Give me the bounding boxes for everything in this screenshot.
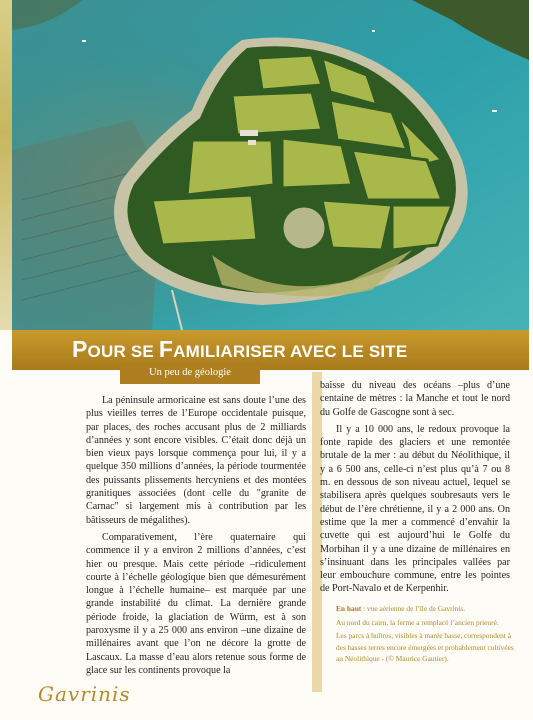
left-column: [86, 394, 306, 681]
caption-line: : vue aérienne de l’île de Gavrinis.: [361, 604, 466, 613]
gavrinis-logo: Gavrinis: [38, 682, 131, 706]
caption-lead: En haut: [336, 604, 362, 613]
title-part-1: OUR SE: [87, 342, 159, 361]
caption-line: Les parcs à huîtres, visibles à marée basse, correspondent à des basses terres encore émergées et probablement cultivées au Néolithique - (© Maurice Gautier).: [336, 631, 514, 663]
paragraph: La péninsule armoricaine est sans doute l’une des plus vieilles terres de l’Europe occidentale puisque, par places, des roches accusant plus de 2 milliards d’années y sont encore visibles. C’était donc déjà un bien vieux pays lorsque commença pour lui, il y a quelque 350 millions d’années, la période tourmentée des puissants plissements hercyniens et des montées granitiques associées (dont celle du "granite de Carnac" si largement mis à contribution par les bâtisseurs de mégalithes).: [86, 395, 306, 526]
section-title: [72, 336, 407, 363]
title-initial-1: P: [72, 336, 88, 362]
paragraph: Il y a 10 000 ans, le redoux provoque la fonte rapide des glaciers et une remontée brutale de la mer : au début du Néolithique, il y a 6 500 ans, celle-ci n’est plus qu’à 7 ou 8 m. en dessous de son niveau actuel, lequel se stabilisera après quelques soubresauts vers le début de l’ère chrétienne, il y a 2 000 ans. On estime que la mer a commencé d’envahir la cuvette qui est aujourd’hui le Golfe du Morbihan il y a une dizaine de millénaires en s’insinuant dans les principales vallées par leur embouchure commune, entre les pointes de Port-Navalo et de Kerpenhir.: [320, 423, 510, 595]
page-edge-stripe: [0, 0, 12, 330]
right-column: [320, 379, 510, 600]
paragraph: baisse du niveau des océans –plus d’une centaine de mètres : la Manche et tout le nord du Golfe de Gascogne sont à sec.: [320, 380, 510, 418]
paragraph: Comparativement, l’ère quaternaire qui commence il y a environ 2 millions d’années, c’est hier ou presque. Mais cette période –ridiculement courte à l’échelle géologique bien que démesurément longue à l’échelle humaine– est marquée par une grande instabilité du climat. La dernière grande période froide, la glaciation de Würm, est à son paroxysme il y a 25 000 ans environ –une dizaine de millénaires avant que l’on ne décore la grotte de Lascaux. La masse d’eau alors retenue sous forme de glace sur les continents provoque la: [86, 531, 306, 676]
caption-line: Au nord du cairn, la ferme a remplacé l’ancien prieuré.: [336, 617, 499, 627]
aerial-photo-gavrinis: [12, 0, 529, 330]
title-initial-2: F: [158, 336, 174, 362]
section-subtitle: Un peu de géologie: [149, 367, 231, 378]
photo-caption: [336, 603, 516, 667]
title-part-2: AMILIARISER AVEC LE SITE: [173, 342, 408, 361]
